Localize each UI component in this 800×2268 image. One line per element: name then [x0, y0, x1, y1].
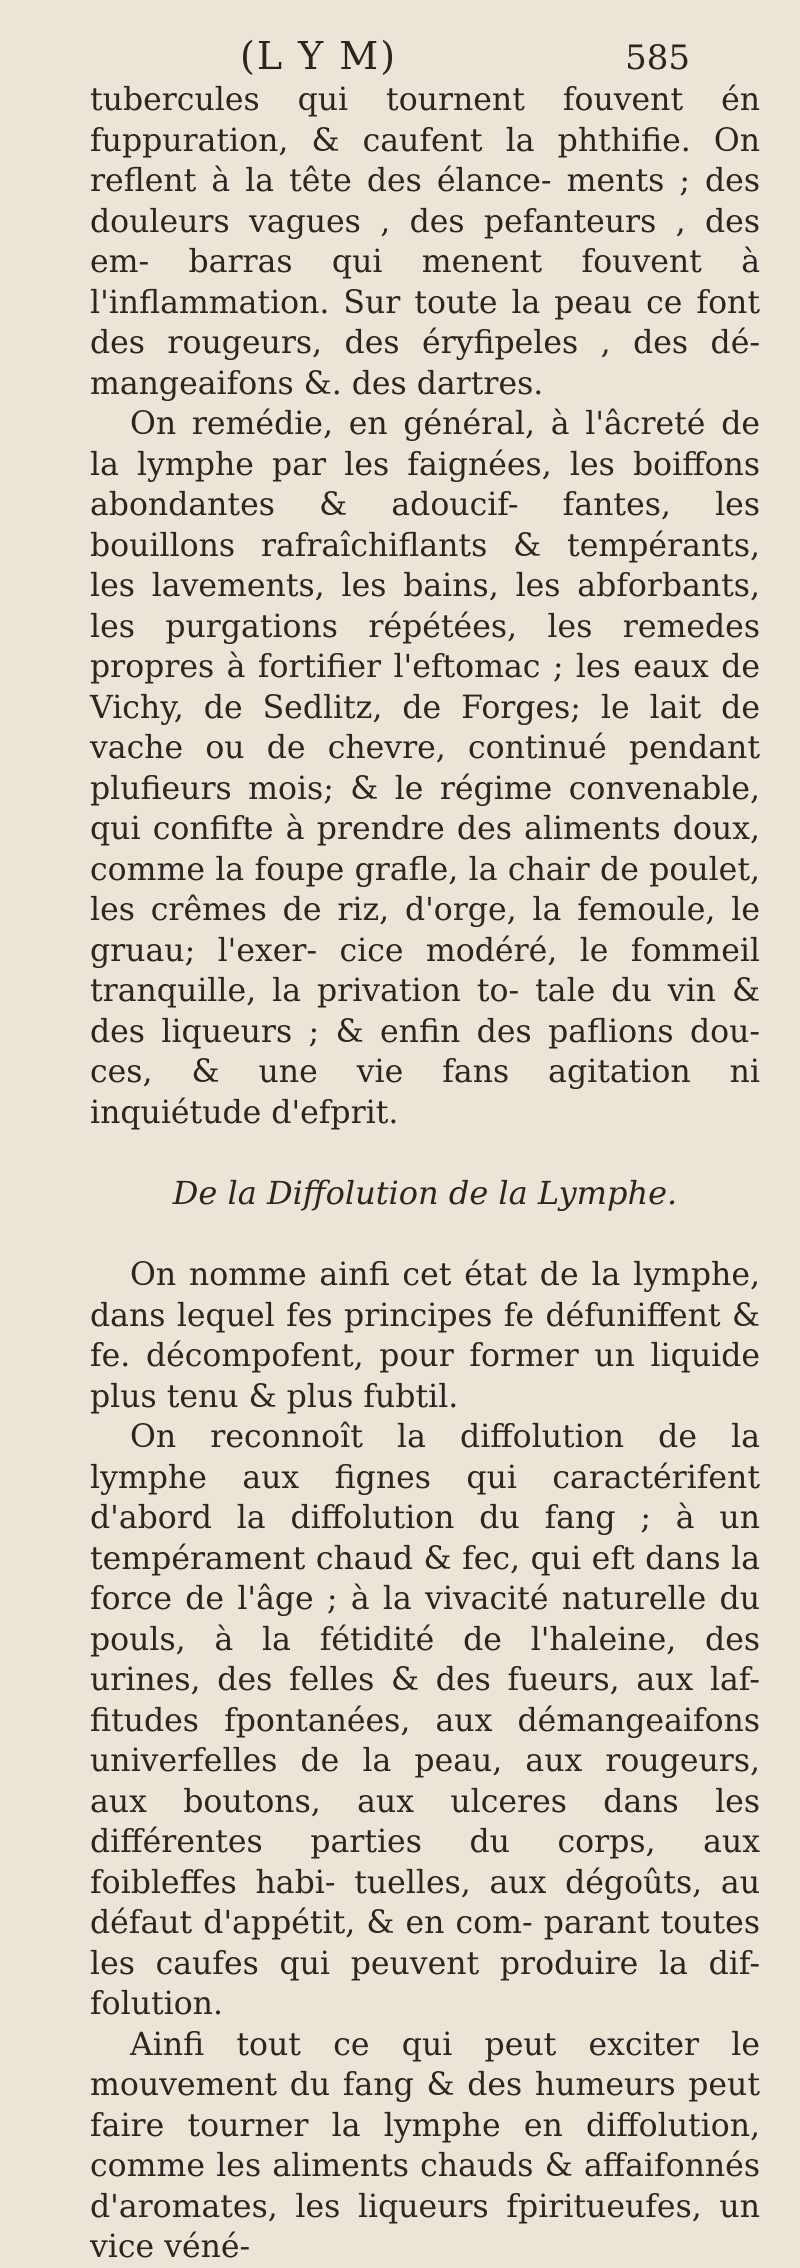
body-text: [90, 80, 760, 2268]
paragraph-signs: On reconnoît la diffolution de la lymphe aux fignes qui caractérifent d'abord la diffolution du fang ; à un tempérament chaud & fec, qui eft dans la force de l'âge ; à la vivacité naturelle du pouls, à la fétidité de l'haleine, des urines, des felles & des fueurs, aux laf- fitudes fpontanées, aux démangeaifons univerfelles de la peau, aux rougeurs, aux boutons, aux ulceres dans les différentes parties du corps, aux foibleffes habi- tuelles, aux dégoûts, au défaut d'appétit, & en com- parant toutes les caufes qui peuvent produire la dif- folution.: [90, 1419, 760, 2022]
paragraph-remedies: On remédie, en général, à l'âcreté de la lymphe par les faignées, les boiffons abondantes & adoucif- fantes, les bouillons rafraîchiflants & tempérants, les lavements, les bains, les abforbants, les purgations répétées, les remedes propres à fortifier l'eftomac ; les eaux de Vichy, de Sedlitz, de Forges; le lait de vache ou de chevre, continué pendant plufieurs mois; & le régime convenable, qui confifte à prendre des aliments doux, comme la foupe grafle, la chair de poulet, les crêmes de riz, d'orge, la femoule, le gruau; l'exer- cice modéré, le fommeil tranquille, la privation to- tale du vin & des liqueurs ; & enfin des paflions dou- ces, & une vie fans agitation ni inquiétude d'efprit.: [90, 406, 760, 1131]
paragraph-continuation: tubercules qui tournent fouvent én fuppuration, & caufent la phthifie. On reflent à la tête des élance- ments ; des douleurs vagues , des pefanteurs , des em- barras qui menent fouvent à l'inflammation. Sur toute la peau ce font des rougeurs, des éryfipeles , des dé- mangeaifons &. des dartres.: [90, 82, 760, 402]
running-header: [90, 0, 760, 80]
paragraph-causes: Ainfi tout ce qui peut exciter le mouvement du fang & des humeurs peut faire tourner la lymphe en diffolution, comme les aliments chauds & affaifonnés d'aromates, les liqueurs fpiritueufes, un vice véné-: [90, 2026, 760, 2265]
page-number: 585: [625, 38, 690, 78]
section-heading: De la Diffolution de la Lymphe.: [172, 1174, 678, 1212]
running-title: (L Y M): [240, 34, 398, 78]
paragraph-definition: On nomme ainfi cet état de la lymphe, dans lequel fes principes fe défuniffent & fe. décompofent, pour former un liquide plus tenu & plus fubtil.: [90, 1257, 760, 1415]
